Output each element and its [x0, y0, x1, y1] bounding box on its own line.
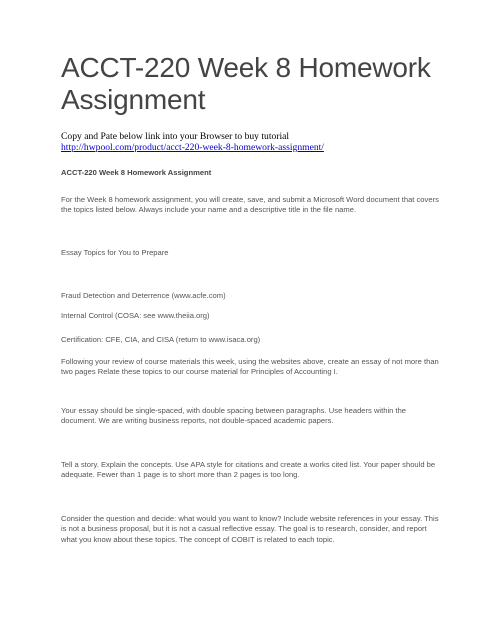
paragraph-format: Your essay should be single-spaced, with double spacing between paragraphs. Use headers within the document. We are writing business reports, not double-spaced academic papers. — [61, 406, 407, 426]
assignment-subheading: ACCT-220 Week 8 Homework Assignment — [61, 168, 212, 177]
paragraph-review: Following your review of course materials this week, using the websites above, create an essay of not more than two pages Relate these topics to our course material for Principles of Accounting I. — [61, 357, 439, 377]
paragraph-topic-fraud: Fraud Detection and Deterrence (www.acfe.com) — [61, 291, 226, 300]
paragraph-essay-topics: Essay Topics for You to Prepare — [61, 248, 169, 257]
paragraph-story: Tell a story. Explain the concepts. Use APA style for citations and create a works cited list. Your paper should be adequate. Fewer than 1 page is to short more than 2 pages is too long. — [61, 460, 436, 480]
paragraph-consider: Consider the question and decide: what would you want to know? Include website references in your essay. This is not a business proposal, but it is not a casual reflective essay. The goal is to research, consider, and report what you know about these topics. The concept of COBIT is related to each topic. — [61, 514, 439, 544]
copy-instruction: Copy and Pate below link into your Browser to buy tutorial — [61, 131, 290, 142]
tutorial-link[interactable]: http://hwpool.com/product/acct-220-week-8-homework-assignment/ — [61, 142, 324, 153]
paragraph-topic-internal-control: Internal Control (COSA: see www.theiia.org) — [61, 311, 210, 320]
paragraph-intro: For the Week 8 homework assignment, you will create, save, and submit a Microsoft Word document that covers the topics listed below. Always include your name and a descriptive title in the file name. — [61, 195, 439, 215]
paragraph-topic-certification: Certification: CFE, CIA, and CISA (return to www.isaca.org) — [61, 335, 261, 344]
document-title: ACCT-220 Week 8 Homework Assignment — [61, 52, 431, 115]
